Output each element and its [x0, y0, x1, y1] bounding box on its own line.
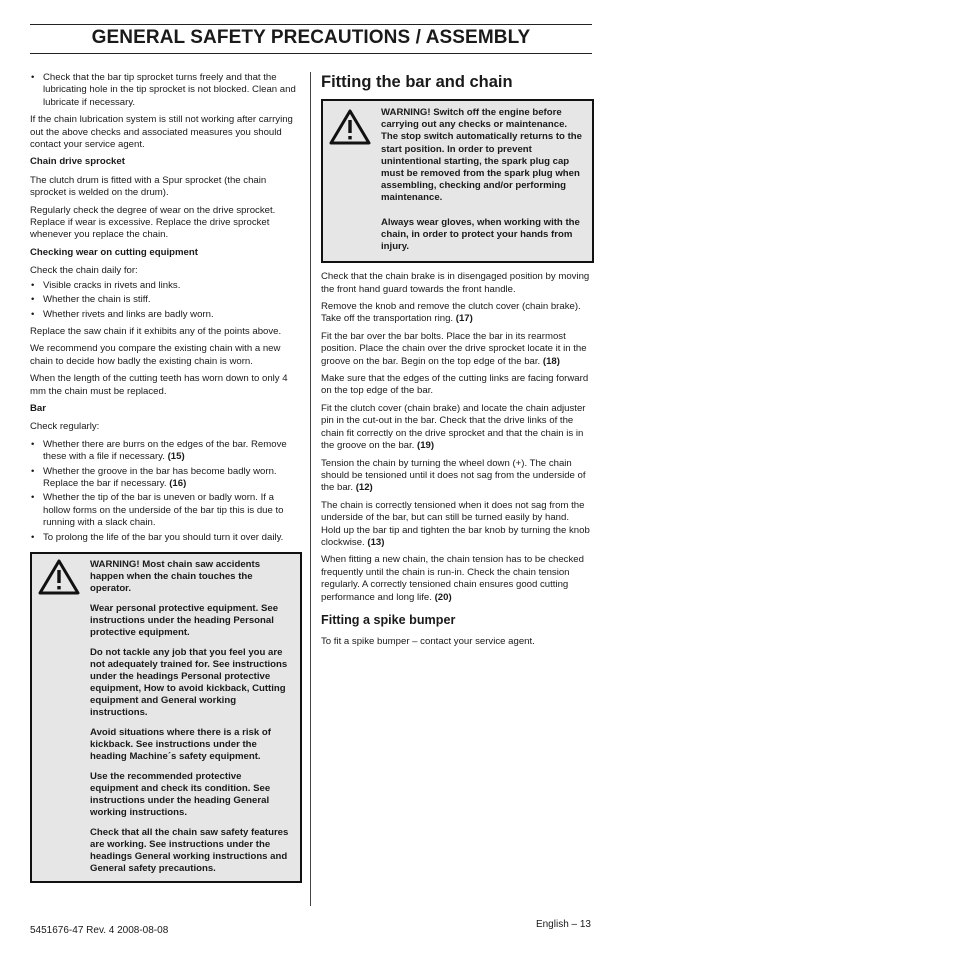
wear-bullet-list [30, 280, 300, 321]
figure-ref: (18) [542, 355, 560, 367]
paragraph: Regularly check the degree of wear on the drive sprocket. Replace if wear is excessive. Replace the drive sprocket whenever you replace the chain. [30, 204, 276, 241]
bullet-icon: • [31, 308, 35, 320]
section-heading-sprocket: Chain drive sprocket [30, 156, 125, 168]
paragraph: Fit the bar over the bar bolts. Place the bar in its rearmost position. Place the chain over the drive sprocket locate it in the groove on the bar. Begin on the top edge of the bar. (18) [321, 330, 587, 367]
paragraph: Fit the clutch cover (chain brake) and locate the chain adjuster pin in the cut-out in the bar. Check that the drive links of the chain fit correctly on the drive sprocket and that the chain is in the groove on the bar. (19) [321, 402, 586, 452]
list-item: • Visible cracks in rivets and links. [31, 279, 181, 291]
page-title: GENERAL SAFETY PRECAUTIONS / ASSEMBLY [91, 27, 531, 48]
document-id: 5451676-47 Rev. 4 2008-08-08 [30, 925, 169, 936]
figure-ref: (12) [355, 482, 373, 494]
paragraph: Tension the chain by turning the wheel down (+). The chain should be tensioned until it does not sag from the underside of the bar. (12) [321, 457, 586, 494]
paragraph: Check regularly: [30, 421, 100, 433]
paragraph: We recommend you compare the existing chain with a new chain to decide how badly the existing chain is worn. [30, 343, 281, 367]
warning-box-accidents [30, 552, 302, 883]
list-item: • To prolong the life of the bar you should turn it over daily. [31, 531, 284, 543]
paragraph: The chain is correctly tensioned when it does not sag from the underside of the bar, but can still be turned easily by hand. Hold up the bar tip and tighten the bar knob by turning the knob clockwise. (13) [321, 499, 590, 548]
section-heading-spike-bumper: Fitting a spike bumper [321, 612, 456, 627]
header-bottom-rule [30, 53, 592, 54]
bullet-icon: • [31, 438, 35, 450]
warning-triangle-icon [329, 109, 371, 149]
paragraph: The clutch drum is fitted with a Spur sprocket (the chain sprocket is welded on the drum). [30, 174, 267, 199]
bullet-icon: • [31, 531, 35, 543]
section-heading-bar: Bar [30, 402, 46, 414]
paragraph: Replace the saw chain if it exhibits any of the points above. [30, 325, 282, 337]
bullet-icon: • [31, 465, 35, 477]
figure-ref: (13) [367, 536, 385, 548]
bullet-icon: • [31, 279, 35, 291]
bullet-icon: • [31, 72, 35, 83]
paragraph: Check that the chain brake is in disengaged position by moving the front hand guard towards the front handle. [321, 271, 590, 295]
warning-text: WARNING! Switch off the engine before carrying out any checks or maintenance. The stop switch automatically returns to the start position. In order to prevent unintentional starting, the spark plug cap must be removed from the spark plug when assembling, checking and/or performing maintenance. Always wear gloves, when working with the chain, in order to protect your hands from injury. [381, 107, 582, 253]
column-divider [310, 72, 311, 906]
paragraph: Make sure that the edges of the cutting links are facing forward on the top edge of the bar. [321, 373, 589, 397]
paragraph: When the length of the cutting teeth has worn down to only 4 mm the chain must be replaced. [30, 373, 288, 397]
section-heading-fitting-bar-chain: Fitting the bar and chain [321, 73, 513, 91]
left-column [30, 72, 300, 883]
lubrication-note: If the chain lubrication system is still not working after carrying out the above checks and associated measures you should contact your service agent. [30, 114, 293, 151]
figure-ref: (19) [417, 440, 435, 452]
intro-bullet-list [30, 72, 300, 109]
bullet-icon: • [31, 294, 35, 306]
warning-text: WARNING! Most chain saw accidents happen when the chain touches the operator. Wear personal protective equipment. See instructions under the heading Personal protective equipment. Do not tackle any job that you feel you are not adequately trained for. See instructions under the headings Personal protective equipment, How to avoid kickback, Cutting equipment and General working instructions. Avoid situations where there is a risk of kickback. See instructions under the heading Machine´s safety equipment. Use the recommended protective equipment and check its condition. See instructions under the heading General working instructions. Check that all the chain saw safety features are working. See instructions under the headings General working instructions and General safety precautions. [90, 559, 289, 874]
paragraph: To fit a spike bumper – contact your service agent. [321, 635, 535, 647]
warning-triangle-icon [38, 559, 80, 599]
list-item: • Whether there are burrs on the edges of the bar. Remove these with a file if necessary. (15) [31, 438, 287, 463]
figure-ref: (16) [169, 477, 187, 489]
figure-ref: (15) [167, 451, 185, 463]
paragraph: When fitting a new chain, the chain tension has to be checked frequently until the chain is run-in. Check the chain tension regularly. A correctly tensioned chain ensures good cutting performance and long life. (20) [321, 554, 584, 603]
list-item: • Check that the bar tip sprocket turns freely and that the lubricating hole in the tip sprocket is not blocked. Clean and lubricate if necessary. [31, 72, 296, 108]
paragraph: Remove the knob and remove the clutch cover (chain brake). Take off the transportation ring. (17) [321, 301, 581, 325]
figure-ref: (20) [434, 591, 452, 603]
list-item: • Whether the groove in the bar has become badly worn. Replace the bar if necessary. (16) [31, 465, 277, 489]
list-item: • Whether the chain is stiff. [31, 294, 151, 306]
warning-box-engine [321, 99, 594, 263]
section-heading-wear: Checking wear on cutting equipment [30, 246, 198, 258]
figure-ref: (17) [455, 313, 473, 325]
paragraph: Check the chain daily for: [30, 265, 138, 277]
list-item: • Whether the tip of the bar is uneven or badly worn. If a hollow forms on the underside of the bar tip this is due to running with a slack chain. [31, 492, 284, 529]
bar-bullet-list [30, 439, 300, 544]
right-column [321, 72, 591, 653]
page-number: English – 13 [535, 919, 591, 930]
header-top-rule [30, 24, 592, 25]
list-item: • Whether rivets and links are badly worn. [31, 308, 214, 320]
bullet-icon: • [31, 492, 35, 504]
